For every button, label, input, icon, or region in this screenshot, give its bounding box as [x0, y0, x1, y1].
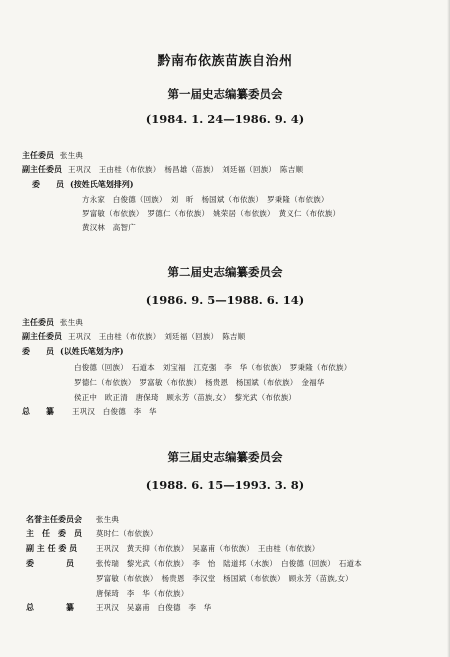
section-2-row-editor	[22, 406, 157, 417]
member-line: 唐保琦 李 华（布依族）	[96, 589, 189, 598]
member-line: 白俊德（回族） 石道本 刘宝福 江克强 李 华（布依族） 罗秉隆（布依族）	[74, 363, 352, 372]
section-3-dates: (1988. 6. 15—1993. 3. 8)	[145, 478, 305, 492]
row-value: 张生典	[96, 515, 120, 524]
row-label: 副 主 任 委 员	[26, 543, 78, 553]
row-label: 总 纂	[22, 406, 54, 416]
row-label: 副主任委员	[22, 331, 62, 341]
section-3-row-editor	[26, 602, 212, 613]
row-value: 张生典	[60, 318, 84, 327]
row-value: 王巩汉 黄天抑（布依族） 吴嘉甫（布依族） 王由桂（布依族）	[96, 544, 320, 553]
member-line: 侯正中 欧正清 唐保琦 顾永芳（苗族,女） 黎光武（布依族）	[74, 393, 297, 402]
row-value: 张传瑞 黎光武（布依族） 李 怡 陆道邦（水族） 白俊德（回族） 石道本	[96, 559, 362, 568]
row-label: 主任委员	[22, 150, 54, 160]
section-3-row-honorary	[26, 514, 119, 525]
member-line: 黄汉林 高智广	[82, 223, 136, 232]
member-line: 罗德仁（布依族） 罗富敏（布依族） 杨贵恩 杨国斌（布依族） 金福华	[74, 378, 325, 387]
member-line: 罗富敏（布依族） 杨贵恩 李汉堂 杨国斌（布依族） 顾永芳（苗族,女）	[96, 574, 353, 583]
section-2-dates: (1986. 9. 5—1988. 6. 14)	[145, 293, 305, 307]
row-label: 委 员	[32, 179, 64, 189]
row-label: 主 任 委 员	[26, 528, 82, 538]
row-label: 副主任委员	[22, 164, 62, 174]
row-note: (按姓氏笔划排列)	[70, 179, 134, 189]
row-value: 王巩汉 王由桂（布依族） 刘廷福（回族） 陈吉顺	[68, 332, 246, 341]
row-value: 莫时仁（布依族）	[96, 529, 158, 538]
section-3-row-chair	[26, 528, 158, 539]
member-line: 方永家 白俊德（回族） 刘 昕 杨国斌（布依族） 罗秉隆（布依族）	[82, 195, 329, 204]
row-label: 总 纂	[26, 602, 74, 612]
row-label: 委 员	[22, 346, 54, 356]
row-value: 王巩汉 王由桂（布依族） 杨昌雄（苗族） 刘廷福（回族） 陈吉顺	[68, 165, 304, 174]
row-value: 张生典	[60, 151, 84, 160]
section-1-title: 第一届史志编纂委员会	[167, 87, 283, 101]
section-3-title: 第三届史志编纂委员会	[167, 450, 283, 464]
section-2-title: 第二届史志编纂委员会	[167, 265, 283, 279]
section-3-row-members	[26, 558, 362, 569]
row-label: 名誉主任委员会	[26, 514, 82, 524]
section-1-dates: (1984. 1. 24—1986. 9. 4)	[145, 112, 305, 126]
row-label: 主任委员	[22, 317, 54, 327]
page-title: 黔南布依族苗族自治州	[157, 54, 293, 69]
row-label: 委 员	[26, 558, 74, 568]
section-2-row-chair	[22, 317, 83, 328]
section-2-row-members	[22, 346, 124, 357]
section-1-row-chair	[22, 150, 83, 161]
section-3-row-vice-chair	[26, 543, 320, 554]
row-value: 王巩汉 吴嘉甫 白俊德 李 华	[96, 603, 212, 612]
member-line: 罗富敏（布依族） 罗德仁（布依族） 姚荣居（布依族） 黄义仁（布依族）	[82, 209, 341, 218]
section-2-row-vice-chair	[22, 331, 245, 342]
section-1-row-members	[32, 179, 134, 190]
row-note: (以姓氏笔划为序)	[60, 346, 124, 356]
row-value: 王巩汉 白俊德 李 华	[72, 407, 157, 416]
section-1-row-vice-chair	[22, 164, 303, 175]
